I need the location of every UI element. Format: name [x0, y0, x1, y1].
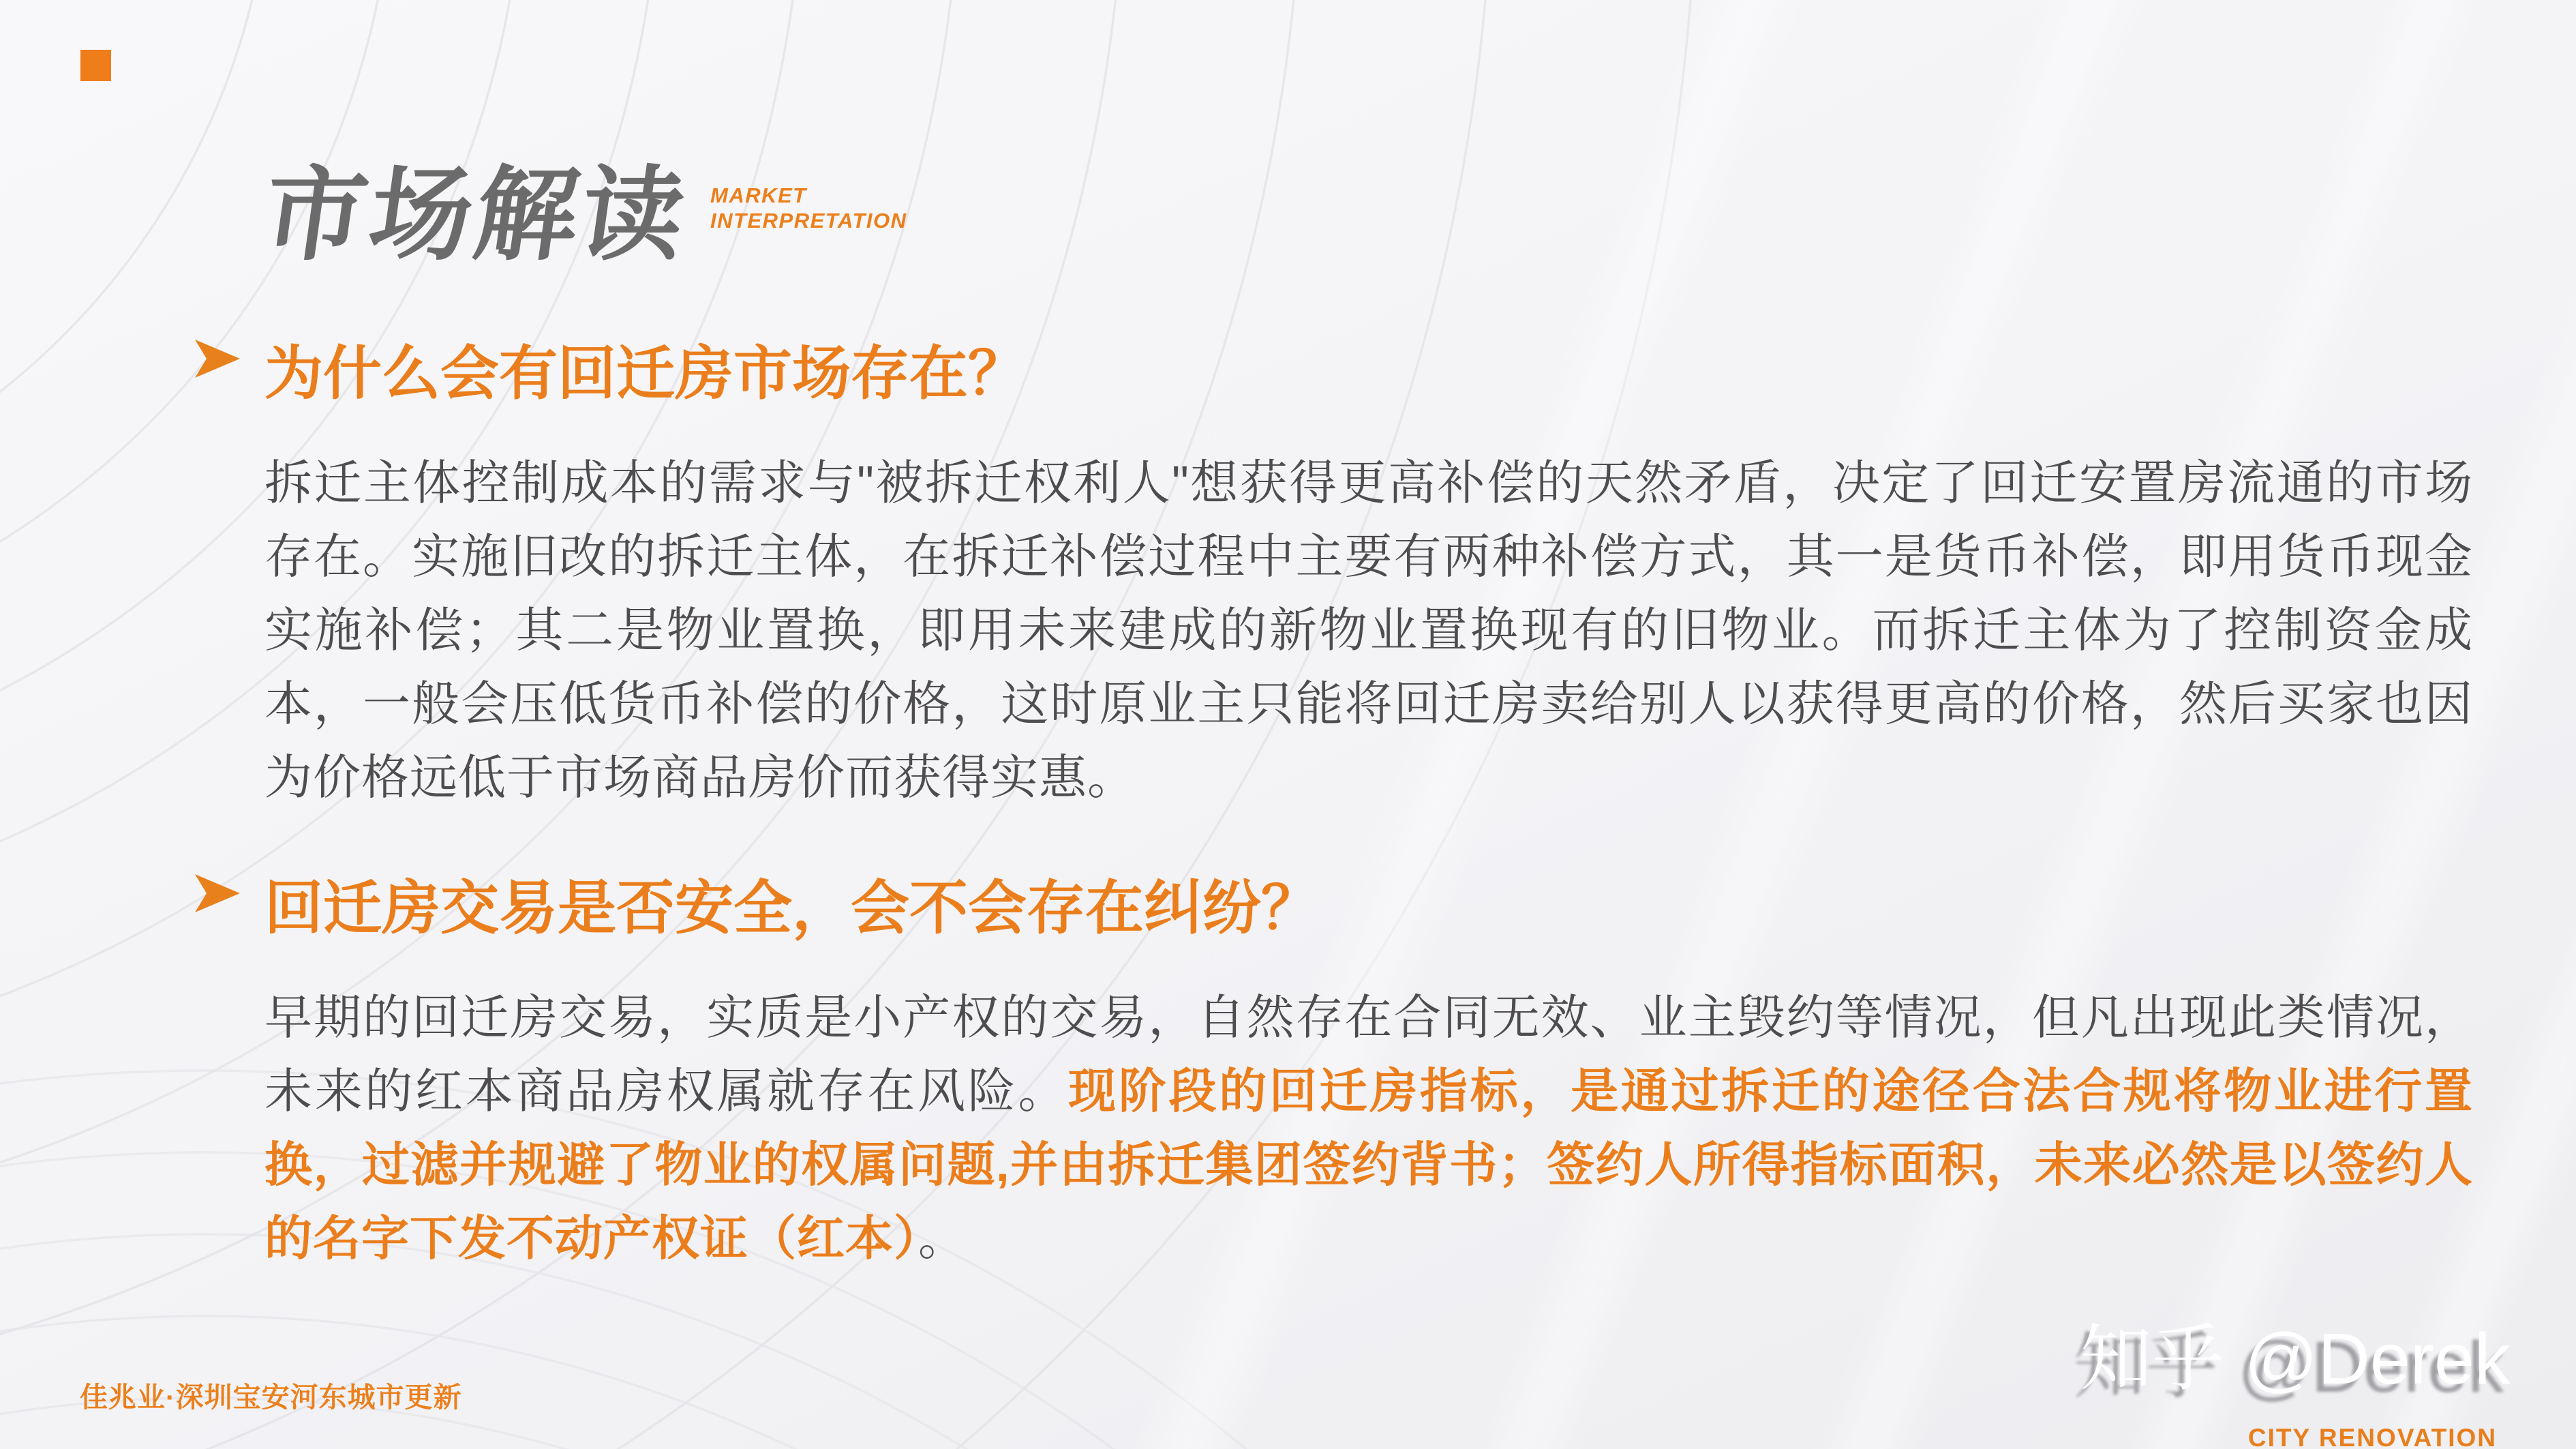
- section2-body-period: 。: [918, 1212, 967, 1265]
- section-transaction-safety: [264, 861, 2473, 1275]
- section-why-market-exists: [264, 326, 2473, 814]
- section2-body: [264, 981, 2473, 1275]
- arrowhead-bullet-icon: [195, 874, 240, 912]
- city-renovation-footer: CITY RENOVATION: [2247, 1424, 2497, 1449]
- subtitle-line-2: INTERPRETATION: [710, 208, 907, 233]
- project-name-footer: 佳兆业·深圳宝安河东城市更新: [80, 1381, 462, 1413]
- section2-body-orange-emphasis: 现阶段的回迁房指标，是通过拆迁的途径合法合规将物业进行置换，过滤并规避了物业的权属问题,并由拆迁集团签约背书；签约人所得指标面积，未来必然是以签约人的名字下发不动产权证（红本）: [264, 1064, 2474, 1265]
- section2-heading: 回迁房交易是否安全，会不会存在纠纷？: [264, 876, 1320, 941]
- slide-header: [256, 158, 907, 272]
- subtitle-line-1: MARKET: [710, 183, 807, 207]
- section2-body-gray: 早期的回迁房交易，实质是小产权的交易，自然存在合同无效、业主毁约等情况，但凡出现此类情况，未来的红本商品房权属就存在风险。: [264, 991, 2473, 1118]
- page-subtitle: [710, 183, 907, 266]
- section2-heading-row: [264, 861, 2473, 945]
- section1-heading-row: [264, 326, 2473, 410]
- arrowhead-bullet-icon: [195, 340, 240, 378]
- section1-heading: 为什么会有回迁房市场存在？: [264, 341, 1027, 406]
- zhihu-watermark: 知乎 @Derek: [2080, 1319, 2511, 1399]
- page-title: 市场解读: [256, 158, 695, 272]
- section1-body: 拆迁主体控制成本的需求与"被拆迁权利人"想获得更高补偿的天然矛盾，决定了回迁安置房流通的市场存在。实施旧改的拆迁主体，在拆迁补偿过程中主要有两种补偿方式，其一是货币补偿，即用货币现金实施补偿；其二是物业置换，即用未来建成的新物业置换现有的旧物业。而拆迁主体为了控制资金成本，一般会压低货币补偿的价格，这时原业主只能将回迁房卖给别人以获得更高的价格，然后买家也因为价格远低于市场商品房价而获得实惠。: [264, 456, 2473, 804]
- corner-accent-square-icon: [80, 50, 111, 81]
